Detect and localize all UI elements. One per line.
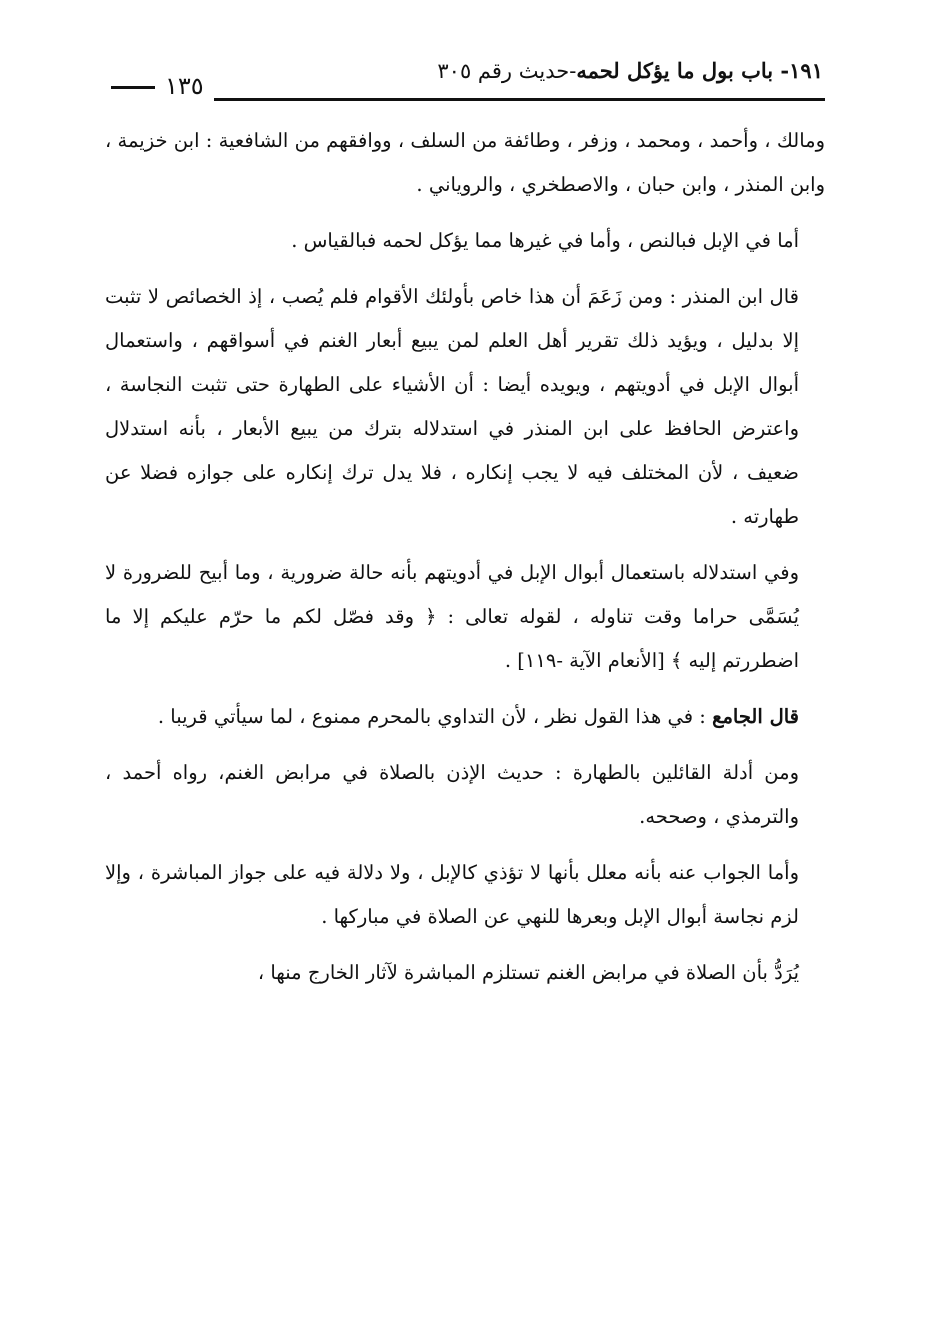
chapter-name: ١٩١- باب بول ما يؤكل لحمه — [576, 58, 823, 83]
paragraph: يُرَدُّ بأن الصلاة في مرابض الغنم تستلزم المباشرة لآثار الخارج منها ، — [257, 961, 799, 984]
paragraph: وفي استدلاله باستعمال أبوال الإبل في أدويتهم بأنه حالة ضرورية ، وما أبيح للضرورة لا يُسَمَّى حراما وقت تناوله ، لقوله تعالى : ﴿ وقد فصّل لكم ما حرّم عليكم إلا ما اضطررتم إليه ﴾ [الأنعام الآية -١١٩] . — [105, 561, 799, 672]
page-header — [105, 48, 825, 101]
chapter-title — [437, 58, 823, 83]
page-number — [105, 70, 214, 102]
hadith-number: -حديث رقم ٣٠٥ — [437, 59, 577, 83]
paragraph-lead: قال الجامع — [712, 705, 799, 728]
page-number-value: ١٣٥ — [165, 72, 204, 100]
paragraph: ومن أدلة القائلين بالطهارة : حديث الإذن بالصلاة في مرابض الغنم، رواه أحمد ، والترمذي ، وصححه. — [105, 761, 799, 828]
paragraph: وأما الجواب عنه بأنه معلل بأنها لا تؤذي كالإبل ، ولا دلالة فيه على جواز المباشرة ، وإلا لزم نجاسة أبوال الإبل وبعرها للنهي عن الصلاة في مباركها . — [105, 861, 799, 928]
body-text — [105, 119, 825, 995]
paragraph — [105, 695, 825, 739]
page — [105, 48, 825, 1007]
paragraph: ومالك ، وأحمد ، ومحمد ، وزفر ، وطائفة من السلف ، ووافقهم من الشافعية : ابن خزيمة ، وابن المنذر ، وابن حبان ، والاصطخري ، والروياني . — [105, 129, 825, 196]
paragraph: قال ابن المنذر : ومن زَعَمَ أن هذا خاص بأولئك الأقوام فلم يُصب ، إذ الخصائص لا تثبت إلا بدليل ، ويؤيد ذلك تقرير أهل العلم لمن يبيع أبعار الغنم في أسواقهم ، واستعمال أبوال الإبل في أدويتهم ، ويويده أيضا : أن الأشياء على الطهارة حتى تثبت النجاسة ، واعترض الحافظ على ابن المنذر في استدلاله بترك من يبيع الأبعار ، بأنه استدلال ضعيف ، لأن المختلف فيه لا يجب إنكاره ، فلا يدل ترك إنكاره على جوازه فضلا عن طهارته . — [105, 285, 799, 528]
paragraph: أما في الإبل فبالنص ، وأما في غيرها مما يؤكل لحمه فبالقياس . — [291, 229, 799, 252]
page-number-dash — [111, 86, 155, 89]
paragraph-text: : في هذا القول نظر ، لأن التداوي بالمحرم ممنوع ، لما سيأتي قريبا . — [157, 705, 713, 728]
